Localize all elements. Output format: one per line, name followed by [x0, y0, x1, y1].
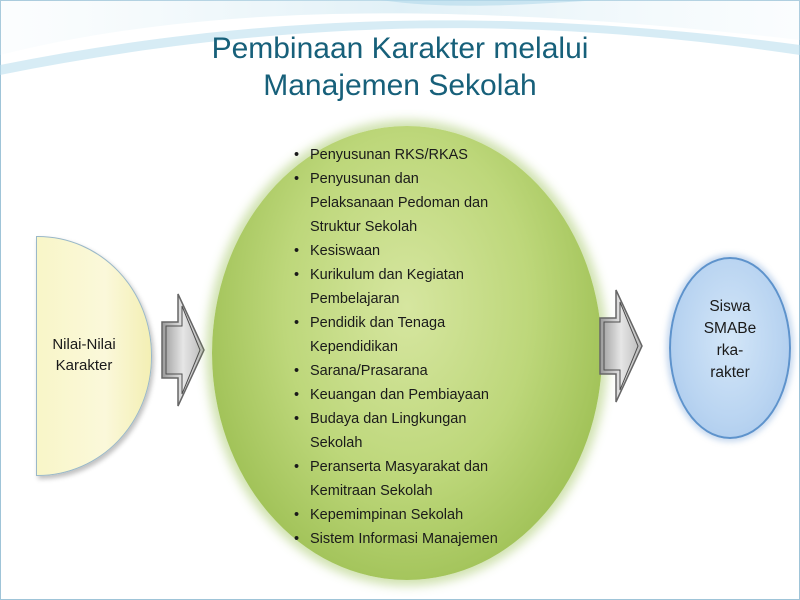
list-item [292, 167, 542, 239]
list-item [292, 359, 542, 383]
slide-title [120, 30, 680, 104]
arrow-right-icon-right [598, 288, 644, 404]
list-item [292, 263, 542, 311]
list-item-line: • Penyusunan RKS/RKAS [310, 147, 468, 163]
left-box-line-1: Nilai-Nilai [52, 336, 116, 353]
title-line-1: Pembinaan Karakter melalui [211, 32, 589, 65]
list-item-line: • Kurikulum dan Kegiatan [310, 267, 464, 283]
list-item [292, 455, 542, 503]
list-item-line: • Pendidik dan Tenaga [310, 315, 446, 331]
list-item-line: • Sistem Informasi Manajemen [310, 531, 498, 547]
list-item-line: • Sarana/Prasarana [310, 363, 428, 379]
title-line-2: Manajemen Sekolah [263, 69, 537, 102]
list-item-line: • Penyusunan dan [310, 171, 419, 187]
right-ellipse-label [669, 296, 791, 384]
list-item-line: • Budaya dan Lingkungan [310, 411, 467, 427]
left-box-label [36, 334, 132, 376]
list-item [292, 311, 542, 359]
list-item [292, 383, 542, 407]
list-item [292, 503, 542, 527]
list-item [292, 239, 542, 263]
list-item [292, 143, 542, 167]
right-ellipse-line-4: rakter [710, 364, 750, 381]
management-aspects-list [292, 143, 542, 551]
right-ellipse-line-2: SMABe [703, 320, 757, 337]
list-item [292, 527, 542, 551]
list-item [292, 407, 542, 455]
list-item-line: Kemitraan Sekolah [310, 483, 433, 499]
list-item-line: • Peranserta Masyarakat dan [310, 459, 489, 475]
arrow-right-icon-left [160, 292, 206, 408]
list-item-line: • Kepemimpinan Sekolah [310, 507, 464, 523]
list-item-line: Struktur Sekolah [310, 219, 418, 235]
list-item-line: Sekolah [310, 435, 363, 451]
right-ellipse-line-3: rka- [716, 342, 744, 359]
list-item-line: • Keuangan dan Pembiayaan [310, 387, 489, 403]
list-item-line: Pembelajaran [310, 291, 400, 307]
right-ellipse-line-1: Siswa [709, 298, 751, 315]
left-box-line-2: Karakter [55, 357, 113, 374]
list-item-line: Pelaksanaan Pedoman dan [310, 195, 489, 211]
list-item-line: Kependidikan [310, 339, 398, 355]
list-item-line: • Kesiswaan [310, 243, 381, 259]
